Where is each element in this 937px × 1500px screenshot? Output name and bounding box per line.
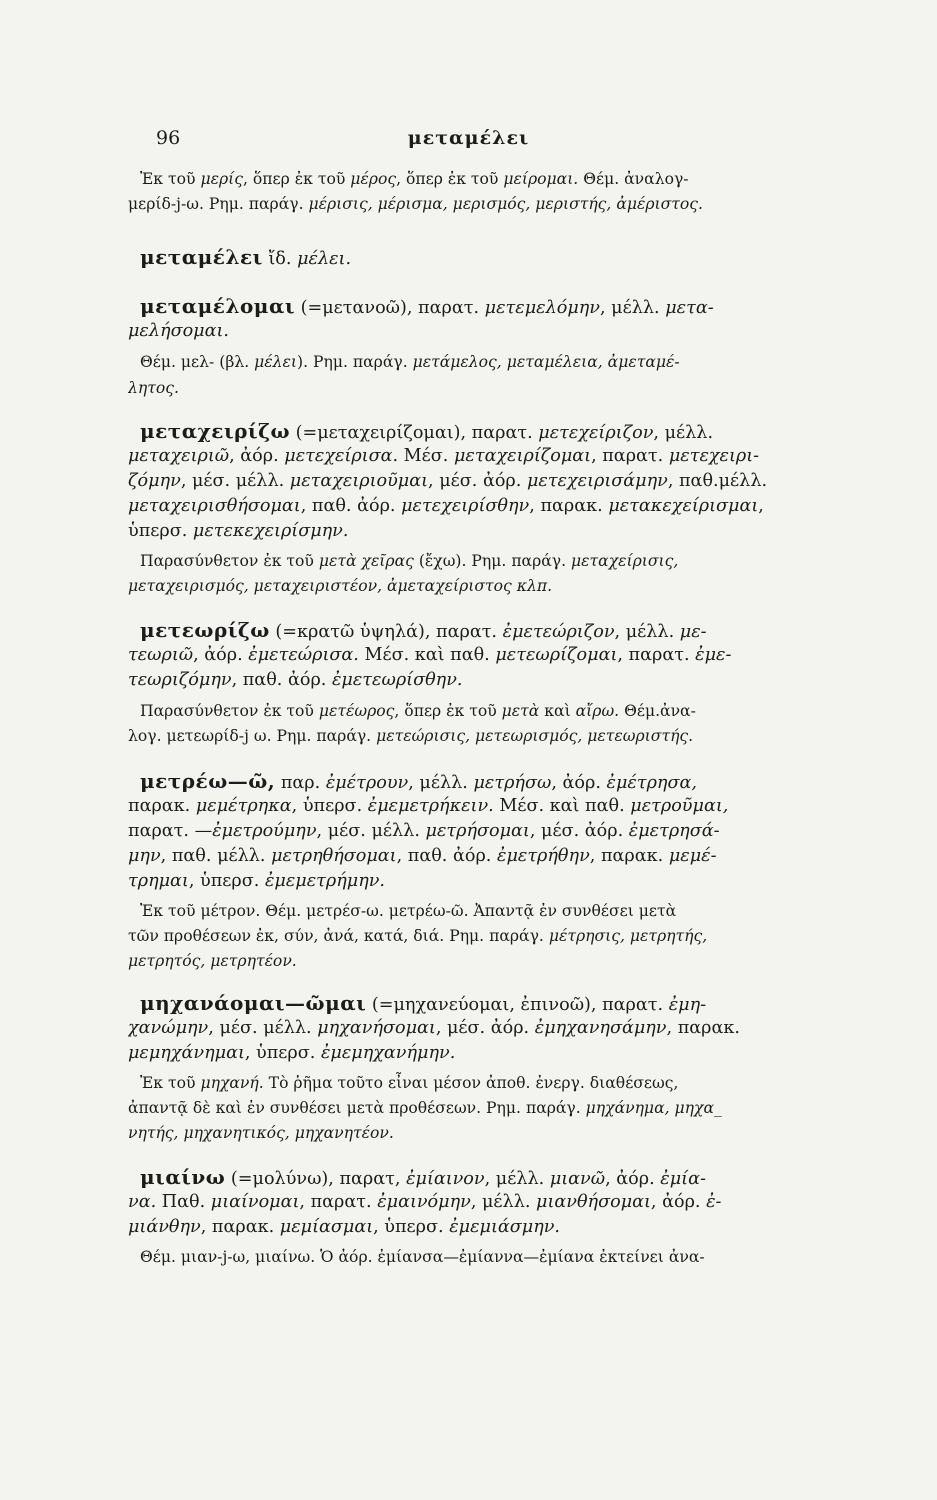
text-segment: μέλει. — [297, 249, 352, 269]
text-segment: ἐμαινόμην — [377, 1192, 471, 1212]
text-line — [128, 669, 882, 691]
text-segment: (=μεταχειρίζομαι), παρατ. — [290, 423, 539, 443]
text-segment: καὶ — [539, 702, 576, 720]
text-line — [140, 700, 882, 722]
text-segment: Παρασύνθετον ἐκ τοῦ — [140, 552, 319, 570]
text-segment: , μέσ. μέλλ. — [316, 821, 426, 841]
text-segment: ἐμηχανησάμην — [534, 1018, 667, 1038]
text-line — [140, 1072, 882, 1094]
text-segment: (=κρατῶ ὑψηλά), παρατ. — [269, 622, 503, 642]
text-segment: μετροῦμαι, — [630, 796, 729, 816]
text-segment: , ὑπερσ. — [291, 796, 368, 816]
text-line — [128, 575, 882, 597]
text-segment: μετεχειρίσθην — [401, 496, 530, 516]
text-line — [140, 246, 882, 270]
text-segment: μετεκεχειρίσμην. — [192, 521, 349, 541]
text-segment: μετρηθήσομαι — [271, 846, 397, 866]
text-segment: μεμέ- — [668, 846, 717, 866]
text-segment: , ὅπερ ἐκ τοῦ — [243, 170, 351, 188]
text-segment: , ἀόρ. — [229, 446, 285, 466]
text-segment: , παρακ. — [589, 846, 669, 866]
text-segment: , μέλλ. — [470, 1192, 537, 1212]
text-segment: ἐμετρήθην — [497, 846, 590, 866]
text-segment: μετεχειρι- — [668, 446, 760, 466]
headword: μετεωρίζω — [140, 619, 270, 642]
text-segment: μεμηχάνημαι — [128, 1043, 245, 1063]
text-segment: ἐ- — [706, 1192, 722, 1212]
text-segment: Τὸ ῥῆμα τοῦτο εἶναι μέσον ἀποθ. ἐνεργ. διαθέσεως, — [263, 1074, 679, 1092]
text-segment: Μέσ. — [398, 446, 454, 466]
text-segment: Ἐκ τοῦ μέτρον. Θέμ. μετρέσ-ω. μετρέω-ῶ. Ἀπαντᾷ ἐν συνθέσει μετὰ — [140, 902, 677, 920]
text-segment: (=μηχανεύομαι, ἐπινοῶ), παρατ. — [366, 995, 669, 1015]
text-line — [140, 1166, 882, 1190]
text-segment: μετάμελος, μεταμέλεια, ἀμεταμέ- — [412, 353, 680, 371]
text-line — [128, 1216, 882, 1238]
text-segment: μετεωρίζομαι — [495, 645, 618, 665]
text-segment: ἐμετρησά- — [628, 821, 720, 841]
text-segment: ὑπερσ. — [128, 521, 193, 541]
text-segment: , μέλλ. — [484, 1169, 550, 1189]
text-segment: Ἐκ τοῦ — [140, 1074, 201, 1092]
text-segment: μελήσομαι. — [128, 321, 229, 341]
text-segment: μετεμελόμην — [484, 298, 600, 318]
text-segment: μετρήσω — [473, 773, 552, 793]
text-segment: παρατ. — — [128, 821, 213, 841]
headword: μιαίνω — [140, 1166, 226, 1189]
text-segment: μιανθήσομαι — [536, 1192, 651, 1212]
text-segment: μεμέτρηκα — [195, 796, 292, 816]
text-segment: μεταχειρίζομαι — [453, 446, 592, 466]
text-segment: αἴρω. — [575, 702, 620, 720]
text-line — [128, 1191, 882, 1213]
text-segment: τεωριζόμην — [128, 670, 232, 690]
text-segment: μετα- — [665, 298, 714, 318]
text-segment: παρ. — [275, 773, 326, 793]
text-segment: , παθ. μέλλ. — [160, 846, 272, 866]
headword: μεταχειρίζω — [140, 420, 291, 443]
text-segment: Παθ. — [156, 1192, 211, 1212]
page-header — [0, 127, 937, 153]
text-segment: , ἀόρ. — [650, 1192, 707, 1212]
text-line — [128, 193, 882, 215]
text-segment: Θέμ. μιαν-j-ω, μιαίνω. Ὁ ἀόρ. ἐμίανσα—ἐμίαννα—ἐμίανα ἐκτείνει ἀνα- — [140, 1248, 705, 1266]
text-segment: μετὰ χεῖρας — [318, 552, 414, 570]
text-segment: ἐμεμηχανήμην. — [320, 1043, 456, 1063]
text-segment: , παθ. ἀόρ. — [231, 670, 332, 690]
text-segment: , παρατ. — [591, 446, 669, 466]
text-segment: μετεχείριζον — [538, 423, 654, 443]
text-line — [128, 950, 882, 972]
text-segment: ἴδ. — [262, 249, 298, 269]
text-segment: , παρατ. — [299, 1192, 378, 1212]
text-segment: , ὑπερσ. — [244, 1043, 321, 1063]
text-line — [128, 320, 882, 342]
text-line — [128, 1122, 882, 1144]
page-number: 96 — [156, 127, 181, 149]
text-line — [128, 644, 882, 666]
text-segment: μεταχειρισμός, μεταχειριστέον, ἀμεταχείριστος κλπ. — [128, 577, 553, 595]
text-line — [140, 619, 882, 643]
text-segment: μηχανή. — [200, 1074, 264, 1092]
text-segment: , παθ. ἀόρ. — [396, 846, 497, 866]
text-segment: ἐμέτρησα, — [606, 773, 697, 793]
text-segment: μηχάνημα, μηχα_ — [585, 1099, 722, 1117]
text-segment: ἐμετεωρίσθην. — [331, 670, 463, 690]
text-line — [128, 1097, 882, 1119]
text-segment: , — [758, 496, 764, 516]
text-segment: λητος. — [128, 379, 179, 397]
text-segment: Θέμ. ἀναλογ- — [578, 170, 689, 188]
text-segment: τῶν προθέσεων ἐκ, σύν, ἀνά, κατά, διά. Ρημ. παράγ. — [128, 927, 549, 945]
text-line — [140, 351, 882, 373]
text-segment: ἐμεμετρήμην. — [264, 871, 386, 891]
text-segment: (ἔχω). Ρημ. παράγ. — [413, 552, 572, 570]
text-segment: μεταχειρισθήσομαι — [128, 496, 301, 516]
text-segment: , μέσ. ἀόρ. — [428, 471, 527, 491]
text-segment: ). Ρημ. παράγ. — [297, 353, 413, 371]
text-line — [140, 168, 882, 190]
text-segment: μιαίνομαι — [210, 1192, 300, 1212]
text-line — [140, 295, 882, 319]
text-segment: μην — [128, 846, 161, 866]
text-segment: μεταχείρισις, — [571, 552, 679, 570]
running-head: μεταμέλει — [407, 127, 530, 149]
text-segment: μέρος — [350, 170, 397, 188]
text-segment: , παρατ. — [617, 645, 696, 665]
text-segment: νητής, μηχανητικός, μηχανητέον. — [128, 1124, 394, 1142]
text-segment: μετὰ — [501, 702, 540, 720]
text-line — [128, 845, 882, 867]
text-segment: μέρισις, μέρισμα, μερισμός, μεριστής, ἀμέριστος. — [308, 195, 703, 213]
text-segment: μετέωρος — [318, 702, 395, 720]
text-line — [128, 445, 882, 467]
text-segment: Θέμ.ἀνα- — [619, 702, 696, 720]
text-segment: , παθ. ἀόρ. — [300, 496, 402, 516]
text-segment: , μέσ. ἀόρ. — [435, 1018, 535, 1038]
text-segment: Μέσ. καὶ παθ. — [358, 645, 496, 665]
text-segment: μερίς — [200, 170, 243, 188]
text-segment: , ὑπερσ. — [188, 871, 265, 891]
text-segment: Θέμ. μελ- (βλ. — [140, 353, 255, 371]
text-segment: , ὑπερσ. — [373, 1217, 450, 1237]
text-segment: Ἐκ τοῦ — [140, 170, 201, 188]
text-segment: , ὅπερ ἐκ τοῦ — [394, 702, 502, 720]
text-segment: ἐμε- — [695, 645, 732, 665]
headword: μεταμέλομαι — [140, 295, 296, 318]
text-segment: μετρήσομαι — [425, 821, 530, 841]
text-segment: χανώμην — [128, 1018, 209, 1038]
text-segment: Παρασύνθετον ἐκ τοῦ — [140, 702, 319, 720]
text-line — [128, 925, 882, 947]
text-segment: μετεχειρισάμην — [526, 471, 668, 491]
text-segment: λογ. μετεωρίδ-j ω. Ρημ. παράγ. — [128, 727, 377, 745]
text-segment: , παθ.μέλλ. — [667, 471, 768, 491]
text-segment: μεταχειριοῦμαι — [289, 471, 429, 491]
text-line — [128, 520, 882, 542]
text-segment: , ἀόρ. — [605, 1169, 661, 1189]
headword: μηχανάομαι—ῶμαι — [140, 992, 367, 1015]
text-line — [140, 420, 882, 444]
text-line — [128, 377, 882, 399]
text-segment: ζόμην — [128, 471, 181, 491]
text-line — [128, 725, 882, 747]
text-segment: μεταχειριῶ — [128, 446, 230, 466]
text-segment: , ἀόρ. — [551, 773, 607, 793]
text-segment: , παρακ. — [666, 1018, 740, 1038]
text-segment: τρημαι — [128, 871, 189, 891]
text-segment: μετρητός, μετρητέον. — [128, 952, 297, 970]
text-segment: (=μολύνω), παρατ, — [225, 1169, 407, 1189]
text-segment: μιανῶ — [549, 1169, 606, 1189]
text-line — [128, 870, 882, 892]
text-segment: ἐμέτρουν — [325, 773, 409, 793]
text-segment: ἐμετρούμην — [212, 821, 317, 841]
text-segment: , ἀόρ. — [193, 645, 249, 665]
text-line — [128, 1042, 882, 1064]
headword: μετρέω—ῶ, — [140, 770, 276, 793]
text-line — [128, 1017, 882, 1039]
text-segment: μέτρησις, μετρητής, — [548, 927, 708, 945]
text-segment: μηχανήσομαι — [317, 1018, 436, 1038]
text-segment: ἐμία- — [660, 1169, 706, 1189]
text-segment: μεμίασμαι — [279, 1217, 374, 1237]
text-segment: ἐμετεώρισα. — [248, 645, 359, 665]
text-segment: τεωριῶ — [128, 645, 194, 665]
text-segment: , μέλλ. — [600, 298, 666, 318]
text-segment: , παρακ. — [200, 1217, 280, 1237]
text-segment: μέλει — [254, 353, 298, 371]
text-line — [140, 992, 882, 1016]
text-segment: ἐμίαινον — [406, 1169, 485, 1189]
text-segment: παρακ. — [128, 796, 196, 816]
text-line — [128, 470, 882, 492]
text-segment: ἐμετεώριζον — [502, 622, 615, 642]
text-segment: ἀπαντᾷ δὲ καὶ ἐν συνθέσει μετὰ προθέσεων. Ρημ. παράγ. — [128, 1099, 586, 1117]
text-segment: μετεώρισις, μετεωρισμός, μετεωριστής. — [376, 727, 694, 745]
text-segment: ἐμεμιάσμην. — [449, 1217, 561, 1237]
text-segment: να. — [128, 1192, 157, 1212]
text-segment: ἐμη- — [668, 995, 707, 1015]
text-line — [140, 770, 882, 794]
headword: μεταμέλει — [140, 246, 263, 269]
text-segment: , μέσ. μέλλ. — [208, 1018, 318, 1038]
text-segment: μερίδ-j-ω. Ρημ. παράγ. — [128, 195, 309, 213]
text-segment: μείρομαι. — [503, 170, 579, 188]
text-segment: μιάνθην — [128, 1217, 201, 1237]
text-segment: , ὅπερ ἐκ τοῦ — [396, 170, 504, 188]
text-line — [140, 1246, 882, 1268]
text-segment: μετακεχείρισμαι — [608, 496, 759, 516]
text-line — [128, 820, 882, 842]
text-segment: , μέλλ. — [408, 773, 474, 793]
text-segment: , μέλλ. — [614, 622, 680, 642]
text-segment: , μέσ. ἀόρ. — [529, 821, 629, 841]
text-line — [128, 795, 882, 817]
text-segment: (=μετανοῶ), παρατ. — [295, 298, 485, 318]
text-segment: ἐμεμετρήκειν. — [367, 796, 494, 816]
text-segment: , παρακ. — [529, 496, 609, 516]
text-line — [128, 495, 882, 517]
text-line — [140, 900, 882, 922]
text-segment: , μέλλ. — [653, 423, 714, 443]
text-line — [140, 550, 882, 572]
text-segment: με- — [679, 622, 707, 642]
text-segment: , μέσ. μέλλ. — [180, 471, 290, 491]
text-segment: μετεχείρισα. — [284, 446, 399, 466]
text-segment: Μέσ. καὶ παθ. — [493, 796, 631, 816]
